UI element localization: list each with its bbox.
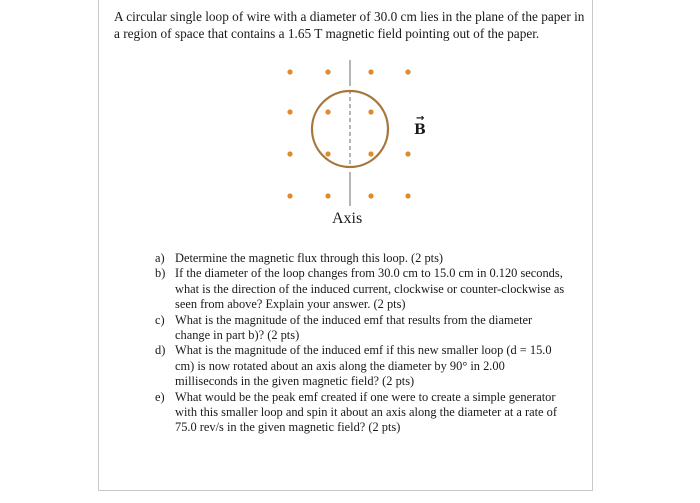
question-text: milliseconds in the given magnetic field? (2 pts) [175, 374, 415, 389]
axis-label: Axis [332, 210, 363, 227]
question-text: Determine the magnetic flux through this loop. (2 pts) [175, 251, 444, 265]
question-text: What would be the peak emf created if one were to create a simple generator [175, 389, 556, 404]
field-dot [368, 69, 373, 74]
question-letter: e) [155, 389, 165, 404]
magnetic-field-figure [270, 56, 430, 236]
question-text: what is the direction of the induced current, clockwise or counter-clockwise as [175, 281, 565, 296]
field-dot [325, 69, 330, 74]
question-item [155, 343, 591, 389]
field-dot [405, 193, 410, 198]
question-letter: d) [155, 343, 166, 358]
problem-statement [114, 8, 584, 42]
field-dot [325, 193, 330, 198]
question-text: What is the magnitude of the induced emf if this new smaller loop (d = 15.0 [175, 343, 552, 358]
field-dot [405, 151, 410, 156]
field-dot [368, 109, 373, 114]
question-text: with this smaller loop and spin it about an axis along the diameter at a rate of [175, 405, 557, 420]
intro-line: a region of space that contains a 1.65 T magnetic field pointing out of the paper. [114, 26, 540, 41]
question-letter: c) [155, 312, 165, 327]
question-item [155, 266, 591, 312]
question-text: What is the magnitude of the induced emf that results from the diameter [175, 312, 533, 327]
question-list [155, 251, 591, 436]
question-text: If the diameter of the loop changes from 30.0 cm to 15.0 cm in 0.120 seconds, [175, 266, 563, 281]
field-dot [287, 69, 292, 74]
field-dot [325, 151, 330, 156]
question-item [155, 313, 591, 344]
question-text: cm) is now rotated about an axis along the diameter by 90° in 2.00 [175, 358, 505, 373]
field-dot [325, 109, 330, 114]
field-dot [287, 109, 292, 114]
question-item [155, 251, 591, 266]
field-dot [287, 193, 292, 198]
question-letter: b) [155, 266, 166, 281]
question-letter: a) [155, 251, 165, 265]
question-item [155, 390, 591, 436]
field-label: B [414, 122, 426, 138]
vector-arrow-icon: → [416, 113, 425, 124]
field-dot [368, 193, 373, 198]
question-text: 75.0 rev/s in the given magnetic field? (2 pts) [175, 420, 401, 435]
field-dot [368, 151, 373, 156]
intro-line: A circular single loop of wire with a diameter of 30.0 cm lies in the plane of the paper in [114, 9, 585, 24]
field-dot [287, 151, 292, 156]
field-dot [405, 69, 410, 74]
question-text: change in part b)? (2 pts) [175, 328, 300, 343]
field-diagram [270, 56, 430, 236]
question-text: seen from above? Explain your answer. (2 pts) [175, 297, 406, 312]
field-dots [287, 69, 410, 198]
